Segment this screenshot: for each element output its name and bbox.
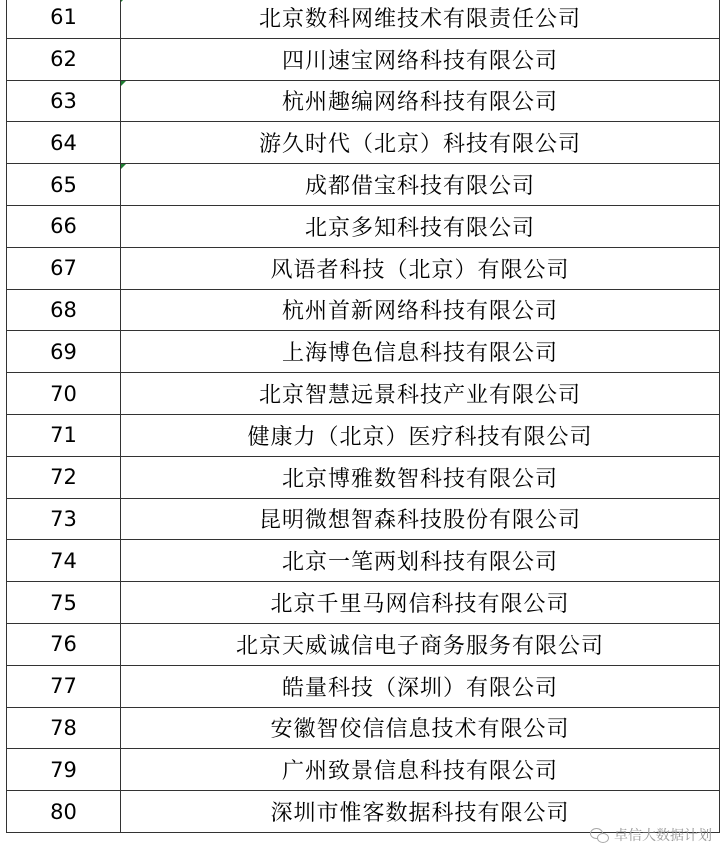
row-number-cell[interactable]: 70	[7, 373, 121, 415]
company-name-cell[interactable]	[121, 749, 720, 791]
company-name-text: 杭州趣编网络科技有限公司	[281, 90, 558, 116]
row-number-cell[interactable]: 66	[7, 205, 121, 247]
cell-comment-marker-icon	[121, 164, 126, 169]
table-row[interactable]	[7, 665, 720, 707]
company-name-cell[interactable]	[121, 247, 720, 289]
company-name-cell[interactable]	[121, 540, 720, 582]
company-name-cell[interactable]	[121, 205, 720, 247]
company-name-text: 北京天威诚信电子商务服务有限公司	[235, 633, 604, 659]
company-name-cell[interactable]	[121, 164, 720, 206]
company-name-text: 北京智慧远景科技产业有限公司	[258, 383, 581, 409]
company-name-text: 北京千里马网信科技有限公司	[270, 592, 570, 618]
table-row[interactable]	[7, 164, 720, 206]
company-name-text: 上海博色信息科技有限公司	[281, 341, 558, 367]
table-row[interactable]	[7, 80, 720, 122]
table-row[interactable]	[7, 414, 720, 456]
cell-comment-marker-icon	[121, 0, 126, 2]
table-row[interactable]	[7, 38, 720, 80]
wechat-icon	[590, 827, 610, 843]
table-row[interactable]	[7, 749, 720, 791]
row-number-cell[interactable]: 72	[7, 456, 121, 498]
company-name-text: 成都借宝科技有限公司	[304, 174, 535, 200]
company-name-text: 皓量科技（深圳）有限公司	[281, 675, 558, 701]
company-name-cell[interactable]	[121, 331, 720, 373]
table-row[interactable]	[7, 122, 720, 164]
row-number-cell[interactable]: 68	[7, 289, 121, 331]
company-name-cell[interactable]	[121, 122, 720, 164]
row-number-cell[interactable]: 63	[7, 80, 121, 122]
table-row[interactable]	[7, 289, 720, 331]
watermark-text: 卓信大数据计划	[614, 828, 712, 844]
company-name-text: 深圳市惟客数据科技有限公司	[270, 801, 570, 827]
company-name-cell[interactable]	[121, 498, 720, 540]
company-name-cell[interactable]	[121, 38, 720, 80]
company-name-text: 安徽智佼信信息技术有限公司	[270, 717, 570, 743]
row-number-cell[interactable]: 61	[7, 0, 121, 38]
company-name-cell[interactable]	[121, 582, 720, 624]
table-row[interactable]	[7, 498, 720, 540]
company-name-cell[interactable]	[121, 456, 720, 498]
row-number-cell[interactable]: 67	[7, 247, 121, 289]
cell-comment-marker-icon	[121, 81, 126, 86]
row-number-cell[interactable]: 77	[7, 665, 121, 707]
table-row[interactable]	[7, 331, 720, 373]
company-name-cell[interactable]	[121, 373, 720, 415]
company-name-cell[interactable]	[121, 289, 720, 331]
company-name-text: 四川速宝网络科技有限公司	[281, 48, 558, 74]
row-number-cell[interactable]: 74	[7, 540, 121, 582]
row-number-cell[interactable]: 69	[7, 331, 121, 373]
row-number-cell[interactable]: 65	[7, 164, 121, 206]
row-number-cell[interactable]: 64	[7, 122, 121, 164]
company-name-text: 风语者科技（北京）有限公司	[270, 257, 570, 283]
company-name-text: 广州致景信息科技有限公司	[281, 759, 558, 785]
table-row[interactable]	[7, 540, 720, 582]
table-row[interactable]	[7, 205, 720, 247]
company-table	[6, 0, 720, 833]
row-number-cell[interactable]: 78	[7, 707, 121, 749]
row-number-cell[interactable]: 73	[7, 498, 121, 540]
table-row[interactable]	[7, 247, 720, 289]
table-row[interactable]	[7, 456, 720, 498]
row-number-cell[interactable]: 71	[7, 414, 121, 456]
company-name-cell[interactable]	[121, 707, 720, 749]
company-name-cell[interactable]	[121, 0, 720, 38]
table-row[interactable]	[7, 582, 720, 624]
table-body	[7, 0, 720, 832]
table-row[interactable]	[7, 0, 720, 38]
company-name-cell[interactable]	[121, 80, 720, 122]
row-number-cell[interactable]: 75	[7, 582, 121, 624]
company-name-text: 北京数科网维技术有限责任公司	[258, 6, 581, 32]
row-number-cell[interactable]: 80	[7, 791, 121, 833]
company-name-cell[interactable]	[121, 414, 720, 456]
row-number-cell[interactable]: 62	[7, 38, 121, 80]
company-name-text: 游久时代（北京）科技有限公司	[258, 132, 581, 158]
company-name-cell[interactable]	[121, 665, 720, 707]
company-name-text: 昆明微想智森科技股份有限公司	[258, 508, 581, 534]
company-name-text: 杭州首新网络科技有限公司	[281, 299, 558, 325]
table-row[interactable]	[7, 373, 720, 415]
company-name-text: 北京一笔两划科技有限公司	[281, 550, 558, 576]
company-name-text: 健康力（北京）医疗科技有限公司	[247, 424, 593, 450]
company-name-cell[interactable]	[121, 623, 720, 665]
table-row[interactable]	[7, 707, 720, 749]
watermark	[590, 825, 712, 845]
row-number-cell[interactable]: 76	[7, 623, 121, 665]
table-row[interactable]	[7, 623, 720, 665]
company-name-text: 北京多知科技有限公司	[304, 215, 535, 241]
company-name-text: 北京博雅数智科技有限公司	[281, 466, 558, 492]
row-number-cell[interactable]: 79	[7, 749, 121, 791]
